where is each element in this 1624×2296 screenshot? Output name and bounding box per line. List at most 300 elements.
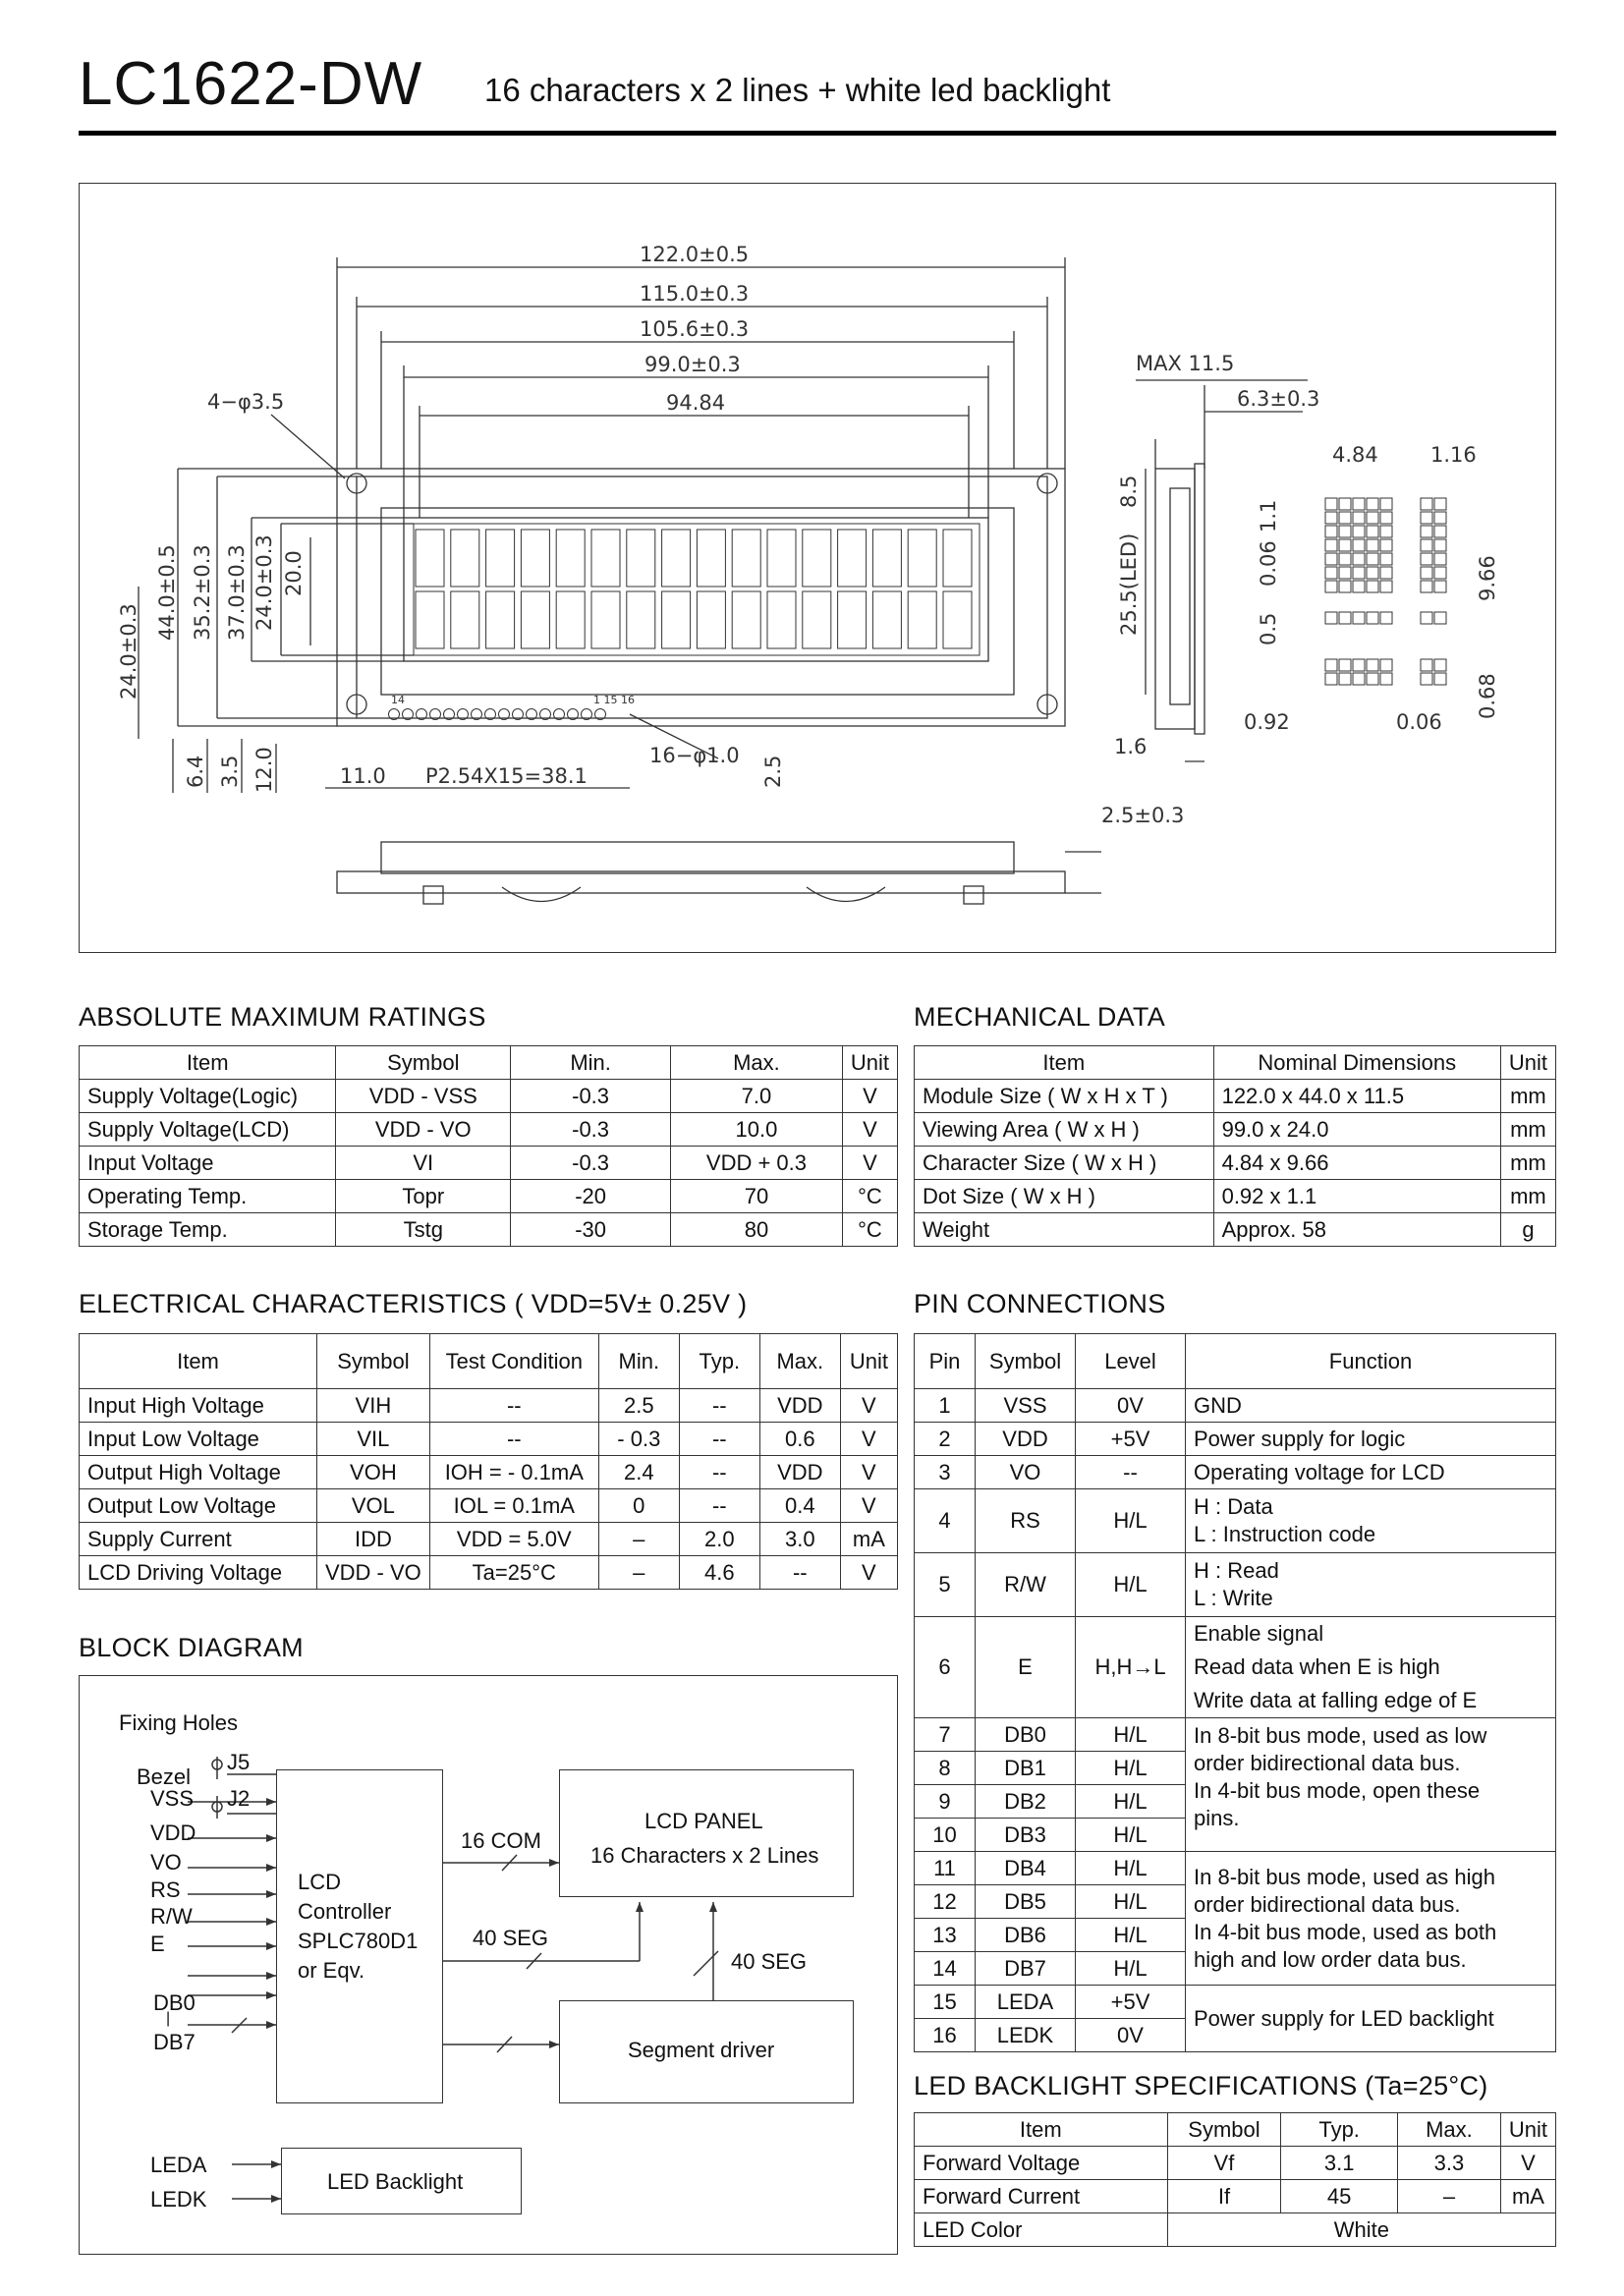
col-item: Item <box>80 1046 336 1080</box>
table-cell: VIL <box>317 1423 430 1456</box>
dim-37: 37.0±0.3 <box>225 544 249 641</box>
table-cell: 6 <box>915 1617 976 1718</box>
signal-label: VSS <box>150 1786 195 1811</box>
table-cell: VDD <box>759 1456 840 1489</box>
table-cell: V <box>842 1147 897 1180</box>
table-row <box>915 1147 1556 1180</box>
dim-966: 9.66 <box>1476 555 1499 601</box>
table-cell: 80 <box>671 1213 843 1247</box>
table-cell: Output High Voltage <box>80 1456 317 1489</box>
pin14-label: 14 <box>391 694 405 706</box>
table-cell: Forward Voltage <box>915 2147 1168 2180</box>
header-rule <box>79 131 1556 136</box>
col-item: Item <box>80 1334 317 1389</box>
dot <box>1367 659 1378 671</box>
led-backlight-label: LED Backlight <box>327 2169 464 2194</box>
table-cell: V <box>840 1456 897 1489</box>
dim-94: 94.84 <box>666 391 726 415</box>
table-cell: 4 <box>915 1489 976 1553</box>
col-symbol: Symbol <box>336 1046 511 1080</box>
table-cell: 13 <box>915 1919 976 1952</box>
table-cell: VDD + 0.3 <box>671 1147 843 1180</box>
char-cell <box>908 530 936 587</box>
col-min: Min. <box>511 1046 671 1080</box>
table-cell: 2.0 <box>679 1523 759 1556</box>
table-cell: H/L <box>1076 1819 1186 1852</box>
table-cell: Power supply for logic <box>1186 1423 1556 1456</box>
mech-table <box>914 1045 1556 1247</box>
table-cell: 12 <box>915 1885 976 1919</box>
table-cell: 45 <box>1281 2180 1398 2213</box>
dot <box>1434 526 1446 537</box>
table-cell: -- <box>759 1556 840 1590</box>
table-row <box>915 1423 1556 1456</box>
dot <box>1339 659 1351 671</box>
table-cell: DB5 <box>976 1885 1076 1919</box>
char-cell <box>872 530 901 587</box>
table-cell: Enable signal Read data when E is high Write data at falling edge of E <box>1186 1617 1556 1718</box>
col-typ: Typ. <box>1281 2113 1398 2147</box>
dim-44: 44.0±0.5 <box>155 544 179 641</box>
table-row <box>80 1180 898 1213</box>
dot <box>1367 498 1378 510</box>
dot <box>1367 539 1378 551</box>
char-cell <box>872 591 901 648</box>
model-description: 16 characters x 2 lines + white led backlight <box>484 72 1111 108</box>
module-side-view <box>1136 380 1308 761</box>
table-cell: LEDK <box>976 2019 1076 2052</box>
table-cell: VIH <box>317 1389 430 1423</box>
table-cell: Input Low Voltage <box>80 1423 317 1456</box>
col-unit: Unit <box>842 1046 897 1080</box>
table-cell: In 8-bit bus mode, used as high order bidirectional data bus. In 4-bit bus mode, used as both high and low order data bus. <box>1186 1852 1556 1986</box>
dot <box>1325 512 1337 524</box>
dot <box>1353 526 1365 537</box>
dot <box>1421 567 1432 579</box>
table-cell: H : Data L : Instruction code <box>1186 1489 1556 1553</box>
col-symbol: Symbol <box>976 1334 1076 1389</box>
table-row <box>915 1617 1556 1718</box>
table-cell: H/L <box>1076 1952 1186 1986</box>
dim-092: 0.92 <box>1244 710 1290 734</box>
table-row <box>80 1523 898 1556</box>
dot <box>1380 612 1392 624</box>
char-cell <box>838 591 867 648</box>
table-cell: -- <box>679 1489 759 1523</box>
table-cell: Storage Temp. <box>80 1213 336 1247</box>
dim-25b: 2.5±0.3 <box>1101 804 1185 827</box>
col-pin: Pin <box>915 1334 976 1389</box>
dot <box>1421 612 1432 624</box>
col-level: Level <box>1076 1334 1186 1389</box>
char-cell <box>767 530 796 587</box>
table-cell: V <box>840 1556 897 1590</box>
dot <box>1353 659 1365 671</box>
table-cell: +5V <box>1076 1423 1186 1456</box>
table-cell: +5V <box>1076 1986 1186 2019</box>
dim-05: 0.5 <box>1257 612 1280 645</box>
table-cell: -- <box>1076 1456 1186 1489</box>
char-cell <box>627 591 655 648</box>
table-cell: 99.0 x 24.0 <box>1213 1113 1500 1147</box>
table-cell: °C <box>842 1213 897 1247</box>
dot <box>1325 612 1337 624</box>
col-item: Item <box>915 1046 1214 1080</box>
table-cell: VDD - VO <box>317 1556 430 1590</box>
table-row <box>915 1553 1556 1617</box>
col-symbol: Symbol <box>1167 2113 1281 2147</box>
db-range-bar: | <box>166 2010 171 2027</box>
table-cell: VO <box>976 1456 1076 1489</box>
table-cell: VDD = 5.0V <box>429 1523 598 1556</box>
table-cell: -0.3 <box>511 1080 671 1113</box>
table-cell: H/L <box>1076 1785 1186 1819</box>
table-cell: VDD - VSS <box>336 1080 511 1113</box>
col-dim: Nominal Dimensions <box>1213 1046 1500 1080</box>
table-row <box>915 1852 1556 1885</box>
table-cell: Supply Voltage(Logic) <box>80 1080 336 1113</box>
table-cell: VOH <box>317 1456 430 1489</box>
table-cell: -- <box>429 1423 598 1456</box>
signal-label: VO <box>150 1850 182 1875</box>
dot <box>1434 553 1446 565</box>
dim-max: MAX 11.5 <box>1136 352 1235 375</box>
table-cell: V <box>1500 2147 1555 2180</box>
module-bottom-view <box>337 842 1101 904</box>
segment-driver-label: Segment driver <box>628 2038 775 2062</box>
table-cell: VDD - VO <box>336 1113 511 1147</box>
dot <box>1421 526 1432 537</box>
char-cell <box>591 591 620 648</box>
table-cell: DB0 <box>976 1718 1076 1752</box>
char-cell <box>803 591 831 648</box>
char-cell <box>416 530 444 587</box>
dot <box>1421 581 1432 592</box>
table-cell: 7 <box>915 1718 976 1752</box>
dot <box>1353 612 1365 624</box>
char-cell <box>627 530 655 587</box>
led-spec-table <box>914 2112 1556 2247</box>
dot <box>1353 567 1365 579</box>
mechanical-drawing <box>79 183 1556 953</box>
led-color-value: White <box>1167 2213 1555 2247</box>
table-cell: 0.4 <box>759 1489 840 1523</box>
pins-title: PIN CONNECTIONS <box>914 1289 1166 1318</box>
table-cell: Supply Current <box>80 1523 317 1556</box>
table-cell: Input High Voltage <box>80 1389 317 1423</box>
table-cell: Vf <box>1167 2147 1281 2180</box>
table-cell: mm <box>1500 1180 1555 1213</box>
table-cell: IOL = 0.1mA <box>429 1489 598 1523</box>
table-cell: °C <box>842 1180 897 1213</box>
table-cell: 14 <box>915 1952 976 1986</box>
table-cell: Approx. 58 <box>1213 1213 1500 1247</box>
char-cell <box>662 591 691 648</box>
dot <box>1339 612 1351 624</box>
table-cell: Topr <box>336 1180 511 1213</box>
dot <box>1380 581 1392 592</box>
dot <box>1325 526 1337 537</box>
signal-label: VDD <box>150 1820 196 1845</box>
char-cell <box>838 530 867 587</box>
table-cell: V <box>840 1423 897 1456</box>
col-max: Max. <box>671 1046 843 1080</box>
dot <box>1380 539 1392 551</box>
dot <box>1339 553 1351 565</box>
table-cell: Output Low Voltage <box>80 1489 317 1523</box>
char-cell <box>943 530 972 587</box>
char-cell <box>697 530 725 587</box>
table-cell: 2 <box>915 1423 976 1456</box>
table-cell: 7.0 <box>671 1080 843 1113</box>
table-cell: 0V <box>1076 2019 1186 2052</box>
table-row <box>80 1080 898 1113</box>
dim-068: 0.68 <box>1476 673 1499 719</box>
table-cell: DB2 <box>976 1785 1076 1819</box>
dot <box>1353 581 1365 592</box>
dot <box>1367 526 1378 537</box>
table-row <box>80 1489 898 1523</box>
char-cell <box>908 591 936 648</box>
block-title: BLOCK DIAGRAM <box>79 1633 304 1662</box>
dim-116: 1.16 <box>1430 443 1477 467</box>
col-unit: Unit <box>1500 2113 1555 2147</box>
dim-25: 2.5 <box>761 755 785 788</box>
dot <box>1367 553 1378 565</box>
table-cell: DB4 <box>976 1852 1076 1885</box>
table-cell: – <box>598 1523 679 1556</box>
table-row <box>915 1718 1556 1752</box>
table-row <box>915 1986 1556 2019</box>
table-cell: H/L <box>1076 1919 1186 1952</box>
dot <box>1434 673 1446 685</box>
dot <box>1421 553 1432 565</box>
table-row <box>80 1423 898 1456</box>
table-cell: 0 <box>598 1489 679 1523</box>
dot <box>1339 512 1351 524</box>
char-cell <box>486 591 515 648</box>
dot <box>1325 539 1337 551</box>
controller-label: LCD Controller SPLC780D1 or Eqv. <box>298 1870 419 1983</box>
dot <box>1325 498 1337 510</box>
char-cell <box>521 530 549 587</box>
table-cell: H/L <box>1076 1553 1186 1617</box>
table-cell: RS <box>976 1489 1076 1553</box>
dot <box>1380 498 1392 510</box>
dot <box>1380 659 1392 671</box>
dim-pins: 16−φ1.0 <box>649 744 740 767</box>
table-cell: Module Size ( W x H x T ) <box>915 1080 1214 1113</box>
dim-006: 0.06 <box>1257 540 1280 587</box>
table-cell: 0.92 x 1.1 <box>1213 1180 1500 1213</box>
char-cell <box>556 591 585 648</box>
table-cell: -- <box>429 1389 598 1423</box>
panel-label-2: 16 Characters x 2 Lines <box>590 1843 819 1868</box>
table-cell: - 0.3 <box>598 1423 679 1456</box>
table-row <box>915 1113 1556 1147</box>
table-cell: -30 <box>511 1213 671 1247</box>
table-row <box>915 1489 1556 1553</box>
dot <box>1421 673 1432 685</box>
seg-label-1: 40 SEG <box>473 1926 549 1950</box>
char-cell <box>697 591 725 648</box>
char-cell <box>767 591 796 648</box>
table-cell: mA <box>1500 2180 1555 2213</box>
table-row <box>80 1213 898 1247</box>
dim-24: 24.0±0.3 <box>252 534 276 631</box>
dot <box>1380 673 1392 685</box>
pin1516-label: 1 15 16 <box>593 694 635 706</box>
dot <box>1367 512 1378 524</box>
table-cell: Weight <box>915 1213 1214 1247</box>
dim-led: 25.5(LED) <box>1117 532 1141 636</box>
mech-title: MECHANICAL DATA <box>914 1002 1166 1032</box>
signal-label: RS <box>150 1877 181 1902</box>
module-front-view <box>139 415 1065 793</box>
table-cell: H/L <box>1076 1852 1186 1885</box>
table-cell: -0.3 <box>511 1147 671 1180</box>
table-cell: If <box>1167 2180 1281 2213</box>
dot <box>1421 659 1432 671</box>
table-cell: VDD <box>976 1423 1076 1456</box>
table-row <box>80 1389 898 1423</box>
col-min: Min. <box>598 1334 679 1389</box>
table-row <box>915 1213 1556 1247</box>
dot <box>1339 526 1351 537</box>
model-title: LC1622-DW <box>79 50 423 118</box>
char-cell <box>416 591 444 648</box>
char-cell <box>451 591 479 648</box>
table-cell: V <box>840 1389 897 1423</box>
table-cell: 1 <box>915 1389 976 1423</box>
table-cell: 16 <box>915 2019 976 2052</box>
dot <box>1353 539 1365 551</box>
table-cell: 122.0 x 44.0 x 11.5 <box>1213 1080 1500 1113</box>
char-cell <box>451 530 479 587</box>
table-row <box>80 1456 898 1489</box>
dim-11: 1.1 <box>1257 499 1280 532</box>
table-cell: DB6 <box>976 1919 1076 1952</box>
table-cell: -- <box>679 1423 759 1456</box>
dim-20: 20.0 <box>282 550 306 596</box>
dot <box>1367 673 1378 685</box>
table-cell: mm <box>1500 1113 1555 1147</box>
table-cell: H : Read L : Write <box>1186 1553 1556 1617</box>
table-cell: LEDA <box>976 1986 1076 2019</box>
table-cell: Supply Voltage(LCD) <box>80 1113 336 1147</box>
table-cell: Character Size ( W x H ) <box>915 1147 1214 1180</box>
table-cell: VDD <box>759 1389 840 1423</box>
leda-label: LEDA <box>150 2153 207 2177</box>
signal-label: E <box>150 1932 165 1956</box>
dim-pitch: P2.54X15=38.1 <box>425 764 588 788</box>
table-cell: H/L <box>1076 1752 1186 1785</box>
table-cell: VSS <box>976 1389 1076 1423</box>
char-cell <box>521 591 549 648</box>
dot <box>1434 567 1446 579</box>
dim-holes: 4−φ3.5 <box>207 390 285 414</box>
table-cell: mm <box>1500 1080 1555 1113</box>
col-max: Max. <box>759 1334 840 1389</box>
table-cell: – <box>1398 2180 1501 2213</box>
table-cell: H/L <box>1076 1489 1186 1553</box>
dot <box>1380 512 1392 524</box>
block-diagram <box>79 1675 898 2255</box>
dim-352: 35.2±0.3 <box>191 544 214 641</box>
fixing-holes-label: Fixing Holes <box>119 1710 239 1735</box>
char-cell <box>732 530 760 587</box>
table-cell: Operating voltage for LCD <box>1186 1456 1556 1489</box>
table-cell: IDD <box>317 1523 430 1556</box>
table-cell: LCD Driving Voltage <box>80 1556 317 1590</box>
table-cell: DB3 <box>976 1819 1076 1852</box>
col-cond: Test Condition <box>429 1334 598 1389</box>
dim-484: 4.84 <box>1332 443 1378 467</box>
dim-85: 8.5 <box>1117 475 1141 508</box>
dot <box>1380 567 1392 579</box>
table-cell: 0V <box>1076 1389 1186 1423</box>
character-dot-matrix <box>1325 498 1446 685</box>
table-cell: DB7 <box>976 1952 1076 1986</box>
table-cell: 4.84 x 9.66 <box>1213 1147 1500 1180</box>
table-cell: 15 <box>915 1986 976 2019</box>
dot <box>1367 567 1378 579</box>
dim-105: 105.6±0.3 <box>640 317 750 341</box>
table-cell: 11 <box>915 1852 976 1885</box>
col-symbol: Symbol <box>317 1334 430 1389</box>
table-row <box>915 1389 1556 1423</box>
table-cell: V <box>840 1489 897 1523</box>
table-cell: 70 <box>671 1180 843 1213</box>
dot <box>1325 673 1337 685</box>
dot <box>1421 539 1432 551</box>
elec-table <box>79 1333 898 1590</box>
char-cell <box>943 591 972 648</box>
table-cell: 10.0 <box>671 1113 843 1147</box>
dot <box>1380 553 1392 565</box>
table-cell: 0.6 <box>759 1423 840 1456</box>
led-spec-title: LED BACKLIGHT SPECIFICATIONS (Ta=25°C) <box>914 2071 1488 2100</box>
dim-16: 1.6 <box>1114 735 1148 758</box>
table-cell: -- <box>679 1389 759 1423</box>
dot <box>1434 512 1446 524</box>
dot <box>1367 581 1378 592</box>
dot <box>1434 659 1446 671</box>
dim-64: 6.4 <box>184 755 207 788</box>
table-cell: DB1 <box>976 1752 1076 1785</box>
table-cell: VI <box>336 1147 511 1180</box>
table-cell: 2.5 <box>598 1389 679 1423</box>
abs-max-table <box>79 1045 898 1247</box>
table-cell: g <box>1500 1213 1555 1247</box>
table-cell: GND <box>1186 1389 1556 1423</box>
dot <box>1353 553 1365 565</box>
table-cell: 3.1 <box>1281 2147 1398 2180</box>
table-cell: H,H→L <box>1076 1617 1186 1718</box>
char-cell <box>486 530 515 587</box>
dot <box>1434 581 1446 592</box>
dim-122: 122.0±0.5 <box>640 243 750 266</box>
dot <box>1434 498 1446 510</box>
table-row <box>80 1147 898 1180</box>
table-cell: Power supply for LED backlight <box>1186 1986 1556 2052</box>
table-cell: -20 <box>511 1180 671 1213</box>
table-cell: Forward Current <box>915 2180 1168 2213</box>
dot <box>1367 612 1378 624</box>
dot <box>1325 553 1337 565</box>
pins-table <box>914 1333 1556 2052</box>
table-cell: mm <box>1500 1147 1555 1180</box>
